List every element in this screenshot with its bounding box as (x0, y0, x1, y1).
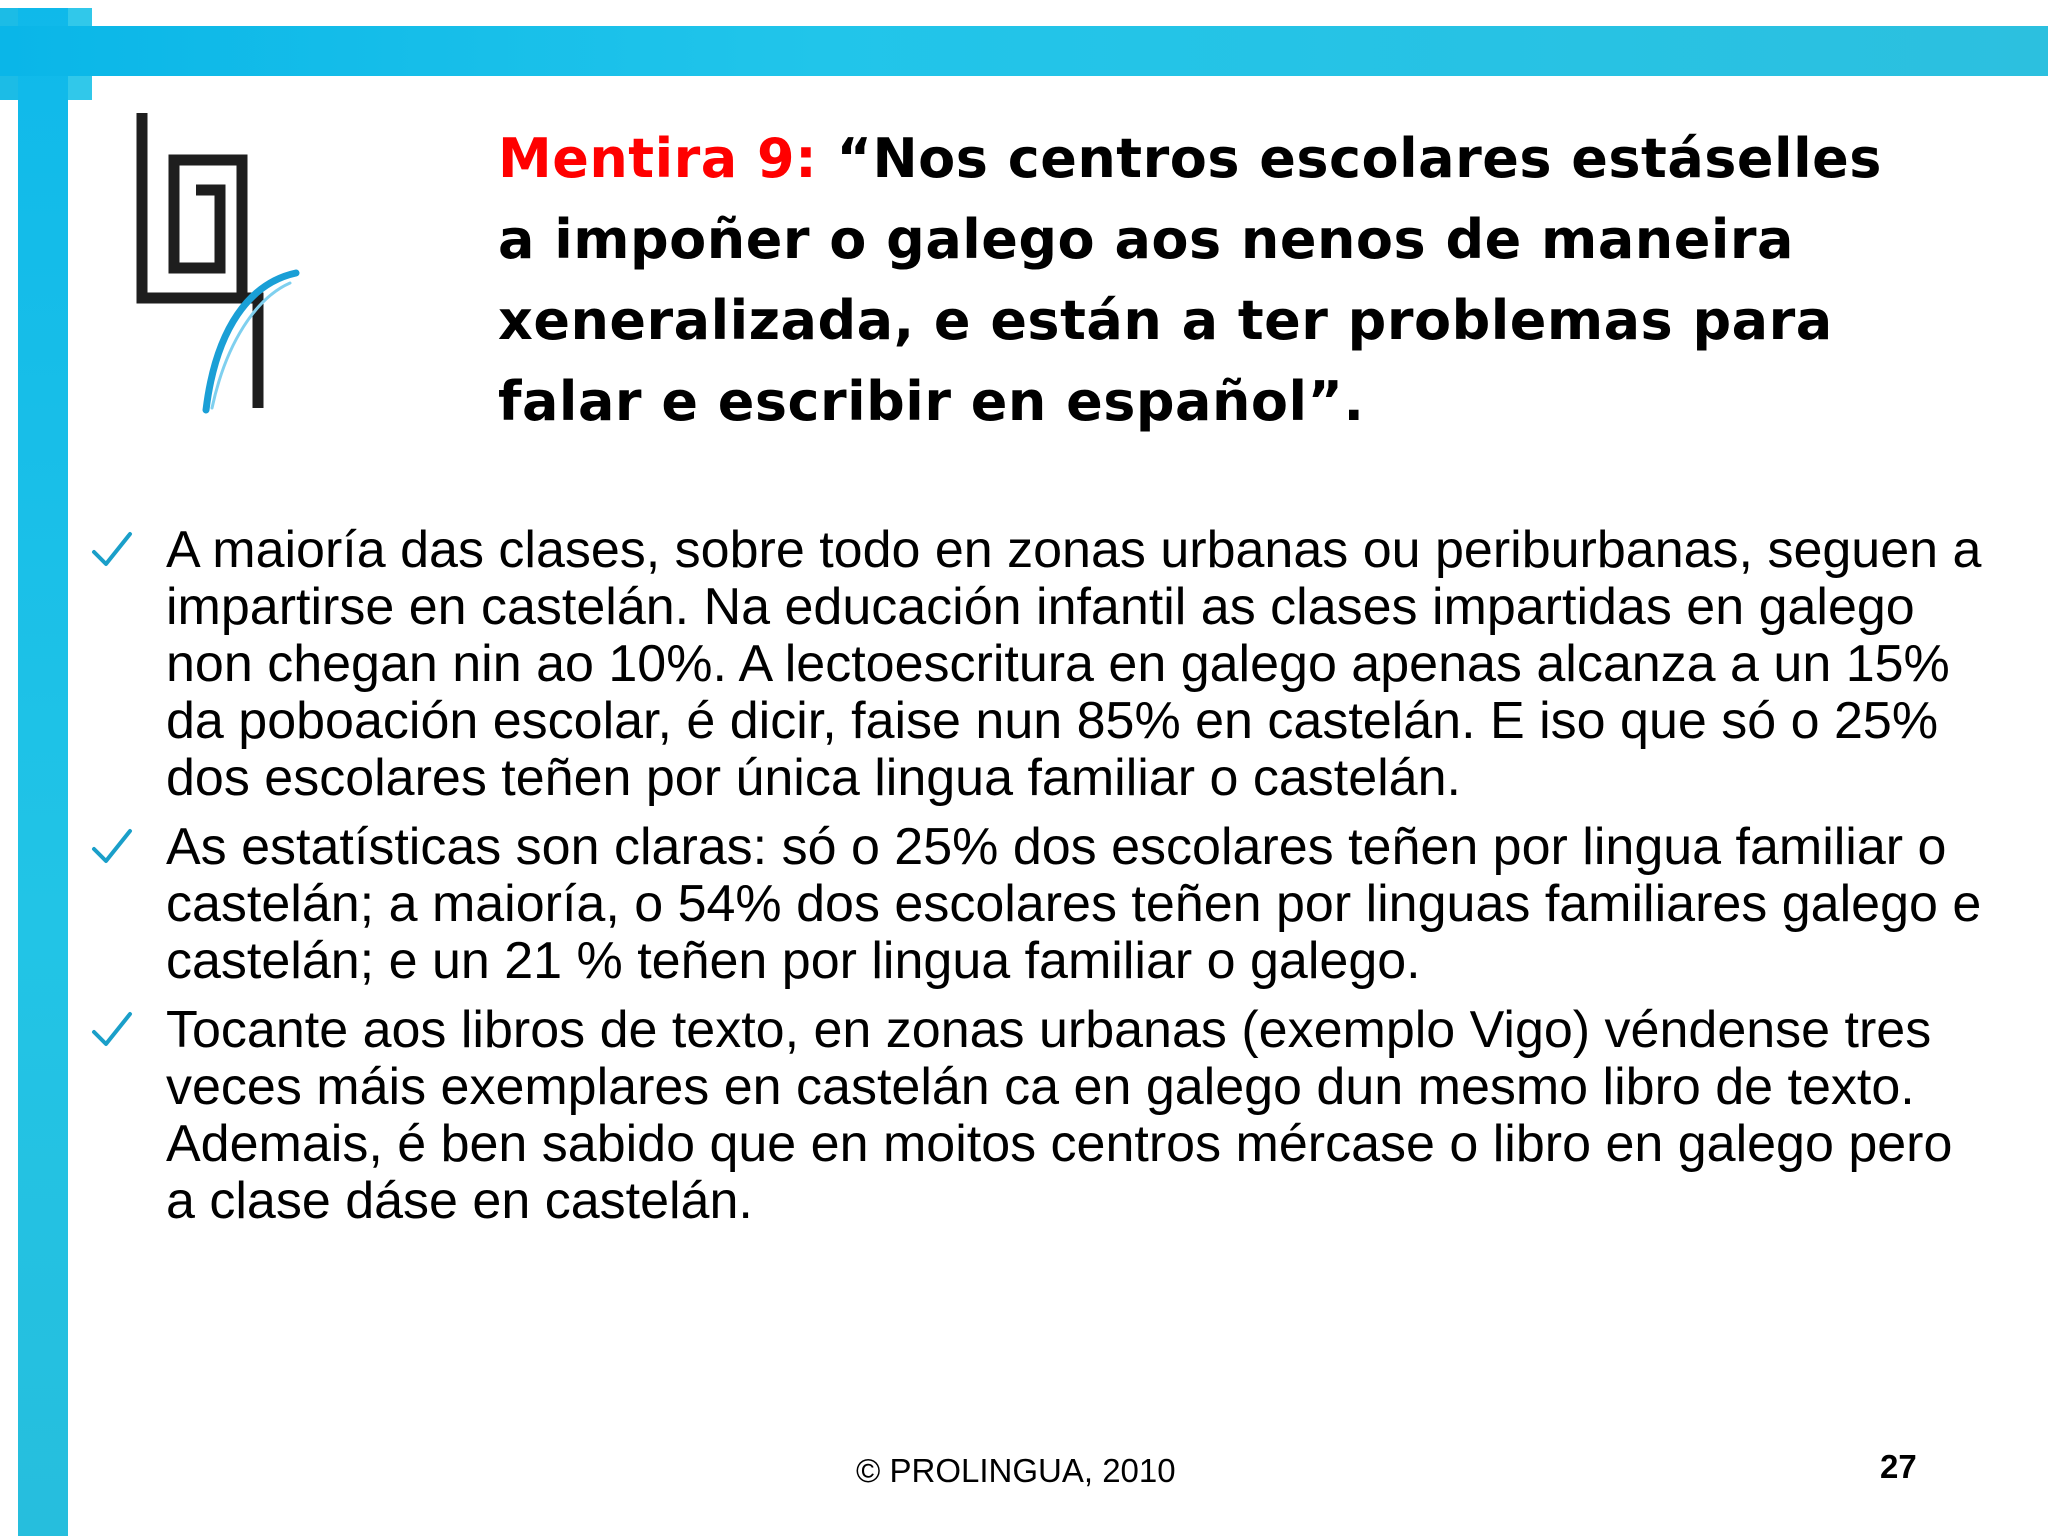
list-item (90, 522, 1990, 807)
title-lead: Mentira 9: (498, 127, 818, 190)
top-accent-bar (0, 26, 2048, 76)
list-item (90, 1002, 1990, 1230)
bullet-text: A maioría das clases, sobre todo en zonas urbanas ou periburbanas, seguen a impartirse en castelán. Na educación infantil as clases impartidas en galego non chegan nin ao 10%. A lectoescritura en galego apenas alcanza a un 15% da poboación escolar, é dicir, faise nun 85% en castelán. E iso que só o 25% dos escolares teñen por única lingua familiar o castelán. (166, 521, 1982, 807)
check-icon (90, 528, 134, 572)
title-quote: “Nos centros escolares estáselles a impoñer o galego aos nenos de maneira xeneralizada, e están a ter problemas para falar e escribir en español”. (498, 127, 1882, 433)
left-accent-bar (18, 0, 68, 1536)
page-number: 27 (1880, 1448, 1917, 1485)
bullet-text: Tocante aos libros de texto, en zonas urbanas (exemplo Vigo) véndense tres veces máis exemplares en castelán ca en galego dun mesmo libro de texto. Ademais, é ben sabido que en moitos centros mércase o libro en galego pero a clase dáse en castelán. (166, 1001, 1953, 1230)
list-item (90, 819, 1990, 990)
check-icon (90, 825, 134, 869)
prolingua-logo (130, 108, 310, 428)
bullet-text: As estatísticas son claras: só o 25% dos escolares teñen por lingua familiar o castelán; a maioría, o 54% dos escolares teñen por linguas familiares galego e castelán; e un 21 % teñen por lingua familiar o galego. (166, 818, 1982, 990)
check-icon (90, 1008, 134, 1052)
corner-gap (92, 0, 152, 26)
copyright-footer: © PROLINGUA, 2010 (856, 1452, 1176, 1489)
slide-title (498, 118, 1918, 442)
bullet-list (90, 522, 1990, 1242)
